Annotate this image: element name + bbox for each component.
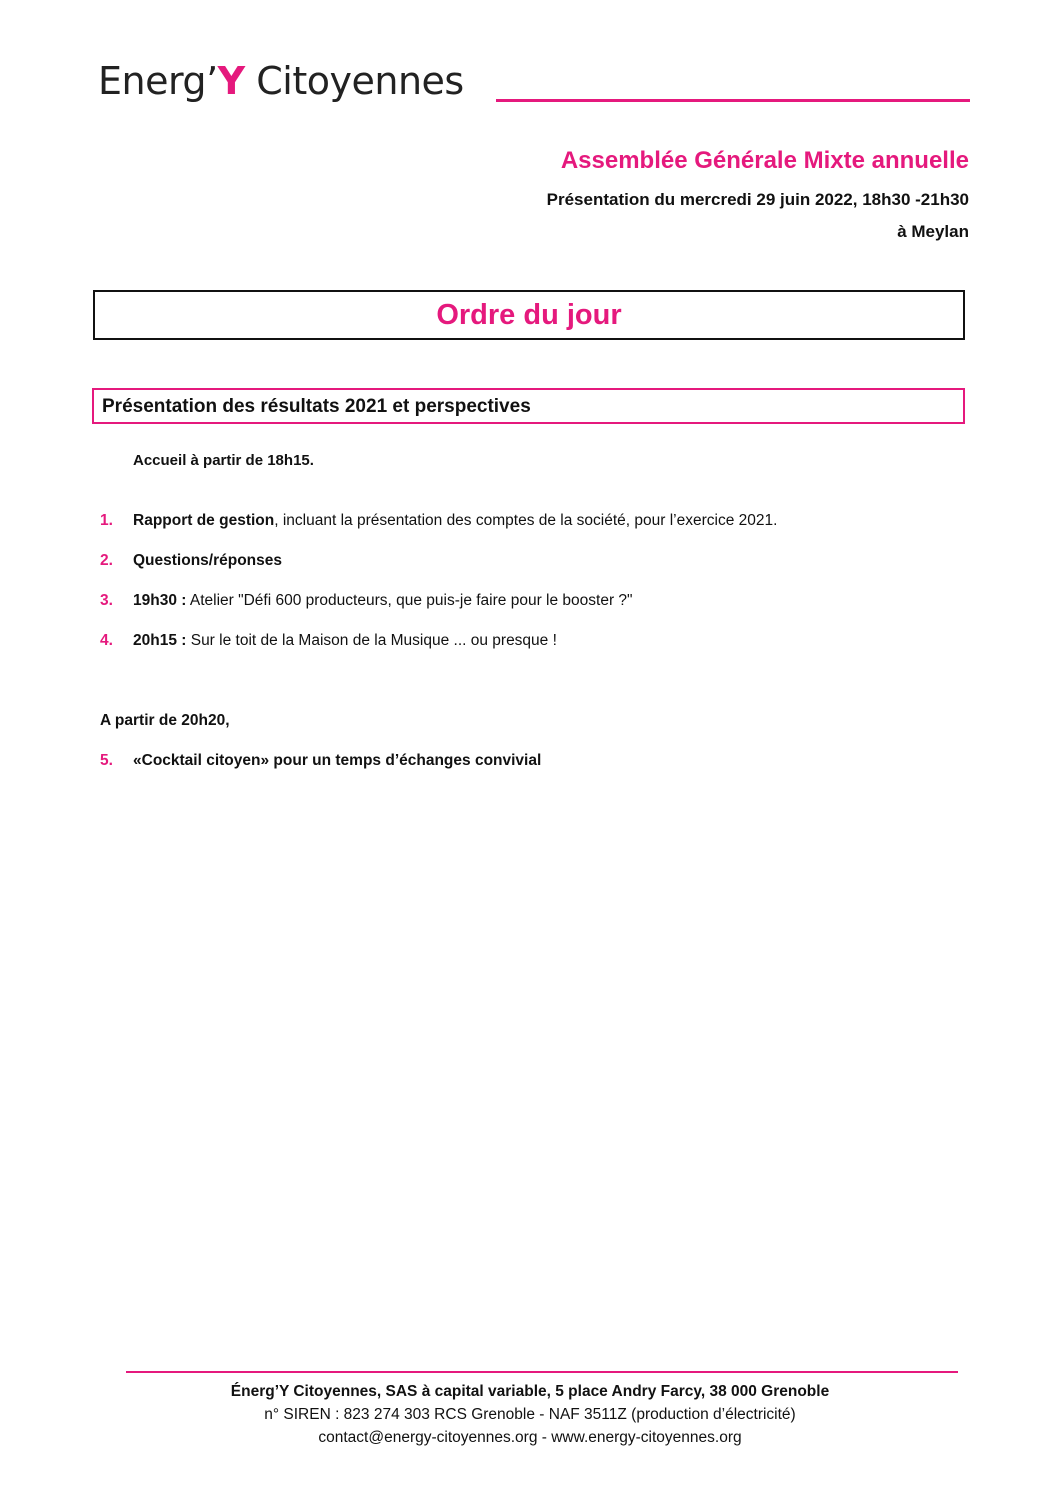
item-strong: «Cocktail citoyen» pour un temps d’échanges convivial [133,752,542,769]
footer-company: Énerg’Y Citoyennes, SAS à capital variable, 5 place Andry Farcy, 38 000 Grenoble [230,1383,830,1400]
item-number: 2. [100,552,113,569]
welcome-note: Accueil à partir de 18h15. [133,452,314,469]
section-title: Présentation des résultats 2021 et perspectives [102,395,531,417]
footer [0,1380,1060,1449]
item-strong: Questions/réponses [133,552,283,569]
agenda-title-box [93,290,965,340]
agenda-item-4 [100,631,557,651]
agenda-item-5 [100,751,541,771]
item-strong: 20h15 : [133,632,187,649]
logo-text-before: Energ [98,59,207,103]
title-block [269,144,969,248]
item-number: 5. [100,752,113,769]
later-intro: A partir de 20h20, [100,712,230,729]
logo-apostrophe: ’ [206,59,218,103]
section-title-box [92,388,965,424]
item-strong: 19h30 : [133,592,187,609]
footer-registration: n° SIREN : 823 274 303 RCS Grenoble - NAF 3511Z (production d’électricité) [264,1406,796,1423]
item-number: 3. [100,592,113,609]
event-location: à Meylan [897,222,969,241]
item-number: 4. [100,632,113,649]
item-number: 1. [100,512,113,529]
agenda-item-1 [100,511,777,531]
item-text: Atelier "Défi 600 producteurs, que puis-je faire pour le booster ?" [186,592,633,609]
agenda-item-3 [100,591,633,611]
agenda-item-2 [100,551,282,571]
company-logo [98,59,464,103]
main-title: Assemblée Générale Mixte annuelle [560,147,969,174]
agenda-title: Ordre du jour [436,298,622,331]
logo-text-after: Citoyennes [244,59,464,103]
event-date: Présentation du mercredi 29 juin 2022, 18h30 -21h30 [546,190,969,209]
item-text: , incluant la présentation des comptes de la société, pour l’exercice 2021. [274,512,778,529]
logo-y: Y [217,59,245,103]
header-divider [496,99,970,102]
item-strong: Rapport de gestion [133,512,275,529]
footer-divider [126,1371,958,1373]
footer-contact: contact@energy-citoyennes.org - www.energy-citoyennes.org [318,1429,742,1446]
item-text: Sur le toit de la Maison de la Musique ... ou presque ! [186,632,557,649]
